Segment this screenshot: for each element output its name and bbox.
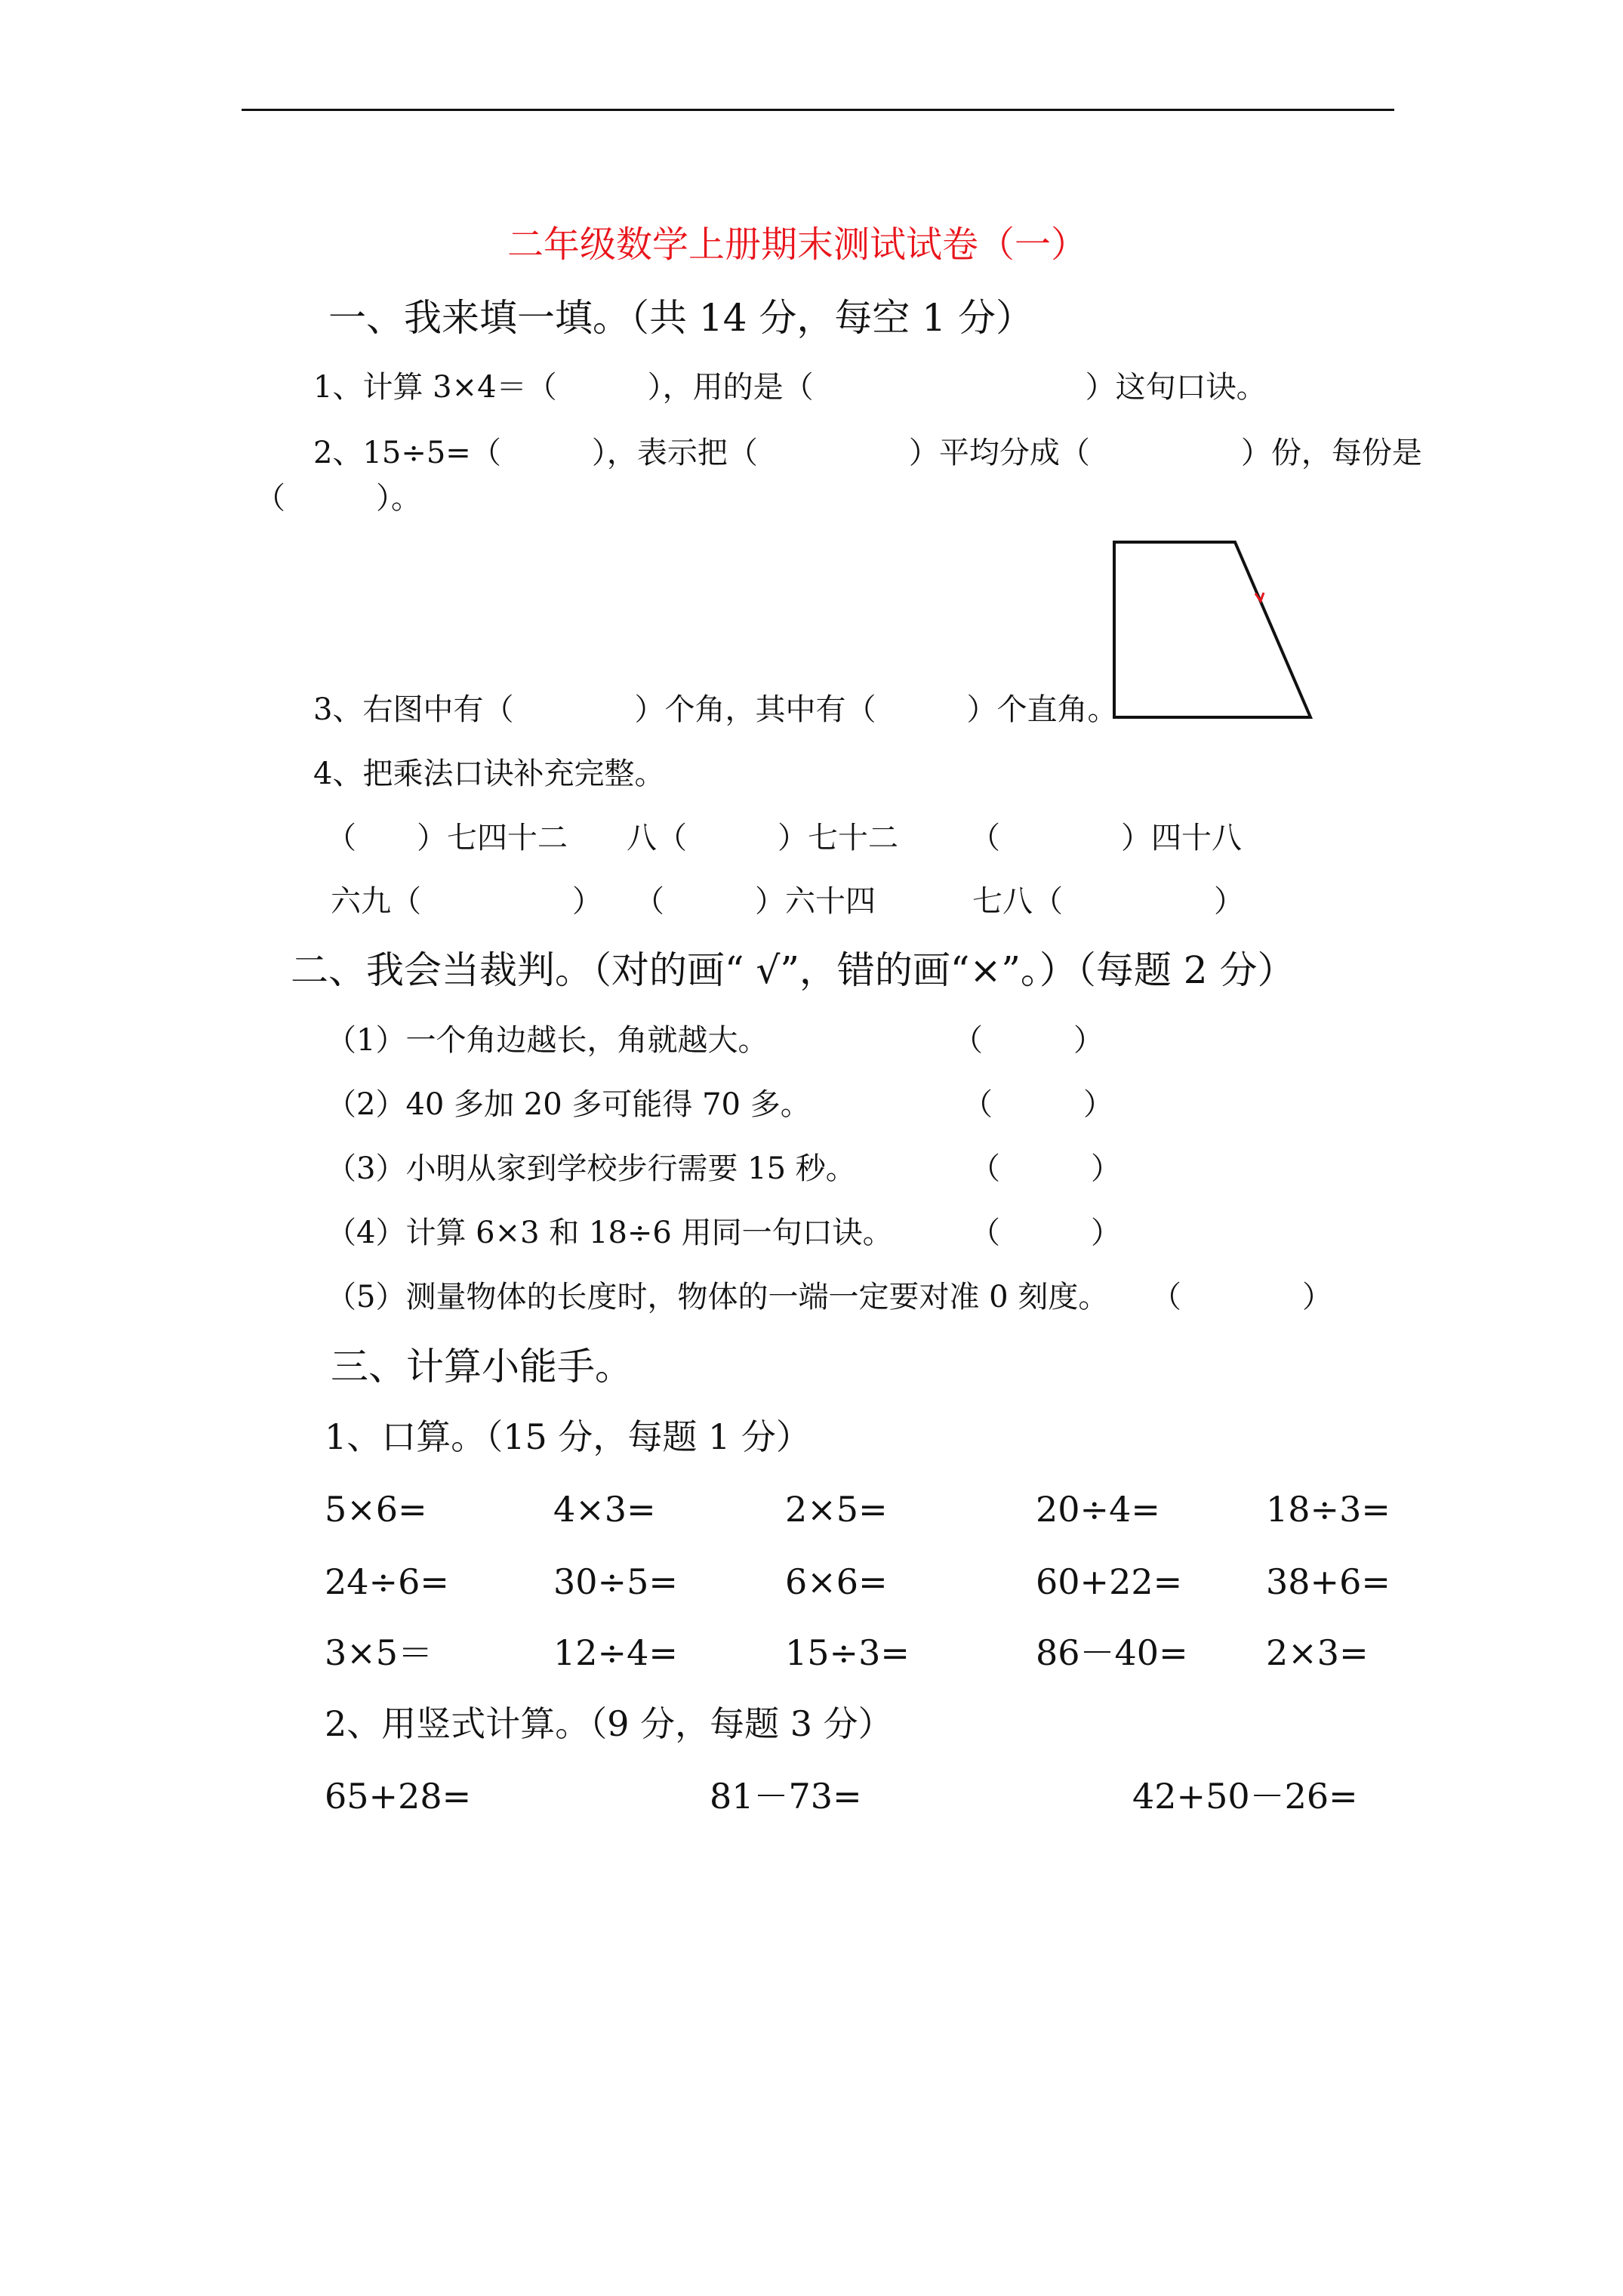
trapezoid-outline bbox=[1114, 542, 1310, 717]
judge-item-2-paren: （ ） bbox=[962, 1087, 1113, 1122]
question-3: 3、右图中有（ ）个角，其中有（ ）个直角。 bbox=[313, 692, 1118, 727]
oral-r3-c5: 2×3= bbox=[1266, 1632, 1369, 1673]
q4-row2-item2: （ ）六十四 bbox=[634, 884, 876, 919]
q4-row2-item1: 六九（ ） bbox=[331, 884, 602, 919]
oral-r3-c2: 12÷4= bbox=[553, 1632, 678, 1673]
judge-item-2: （2）40 多加 20 多可能得 70 多。 bbox=[326, 1087, 811, 1122]
judge-item-5: （5）测量物体的长度时，物体的一端一定要对准 0 刻度。 bbox=[326, 1280, 1109, 1314]
page-title: 二年级数学上册期末测试试卷（一） bbox=[507, 223, 1088, 266]
q4-row1-item1: （ ）七四十二 bbox=[326, 821, 568, 855]
oral-r2-c5: 38+6= bbox=[1266, 1561, 1390, 1602]
oral-r1-c1: 5×6= bbox=[325, 1489, 427, 1530]
oral-r1-c3: 2×5= bbox=[785, 1489, 888, 1530]
section2-heading: 二、我会当裁判。（对的画“ √”，错的画“×”。）（每题 2 分） bbox=[291, 948, 1295, 992]
oral-r2-c2: 30÷5= bbox=[553, 1561, 678, 1602]
q4-row1-item3: （ ）四十八 bbox=[970, 821, 1242, 855]
judge-item-5-paren: （ ） bbox=[1151, 1280, 1332, 1314]
question-4: 4、把乘法口诀补充完整。 bbox=[313, 757, 665, 791]
oral-r1-c2: 4×3= bbox=[553, 1489, 656, 1530]
q4-row2-item3: 七八（ ） bbox=[972, 884, 1244, 919]
section1-heading: 一、我来填一填。（共 14 分，每空 1 分） bbox=[328, 296, 1034, 340]
oral-r3-c3: 15÷3= bbox=[785, 1632, 910, 1673]
judge-item-1: （1）一个角边越长，角就越大。 bbox=[326, 1023, 768, 1058]
question-1: 1、计算 3×4＝（ ），用的是（ ）这句口诀。 bbox=[313, 370, 1267, 405]
oral-r1-c4: 20÷4= bbox=[1036, 1489, 1160, 1530]
q4-row1-item2: 八（ ）七十二 bbox=[627, 821, 898, 855]
question-2-line2: （ ）。 bbox=[255, 481, 421, 516]
vertical-item-1: 65+28= bbox=[325, 1776, 472, 1817]
oral-r2-c3: 6×6= bbox=[785, 1561, 888, 1602]
trapezoid-figure bbox=[1110, 538, 1313, 723]
vertical-item-2: 81－73= bbox=[710, 1776, 862, 1817]
judge-item-4: （4）计算 6×3 和 18÷6 用同一句口诀。 bbox=[326, 1216, 893, 1250]
judge-item-4-paren: （ ） bbox=[970, 1216, 1121, 1250]
oral-r3-c1: 3×5＝ bbox=[325, 1632, 433, 1673]
vertical-item-3: 42+50－26= bbox=[1132, 1776, 1358, 1817]
judge-item-3-paren: （ ） bbox=[970, 1151, 1121, 1186]
vertical-calc-heading: 2、用竖式计算。（9 分，每题 3 分） bbox=[325, 1703, 893, 1744]
oral-calc-heading: 1、口算。（15 分，每题 1 分） bbox=[325, 1416, 811, 1457]
judge-item-1-paren: （ ） bbox=[953, 1023, 1104, 1058]
question-2-line1: 2、15÷5=（ ），表示把（ ）平均分成（ ）份，每份是 bbox=[313, 436, 1422, 470]
oral-r1-c5: 18÷3= bbox=[1266, 1489, 1390, 1530]
section3-heading: 三、计算小能手。 bbox=[331, 1345, 633, 1388]
oral-r3-c4: 86－40= bbox=[1036, 1632, 1188, 1673]
oral-r2-c1: 24÷6= bbox=[325, 1561, 449, 1602]
oral-r2-c4: 60+22= bbox=[1036, 1561, 1183, 1602]
top-rule bbox=[242, 109, 1394, 111]
judge-item-3: （3）小明从家到学校步行需要 15 秒。 bbox=[326, 1151, 856, 1186]
